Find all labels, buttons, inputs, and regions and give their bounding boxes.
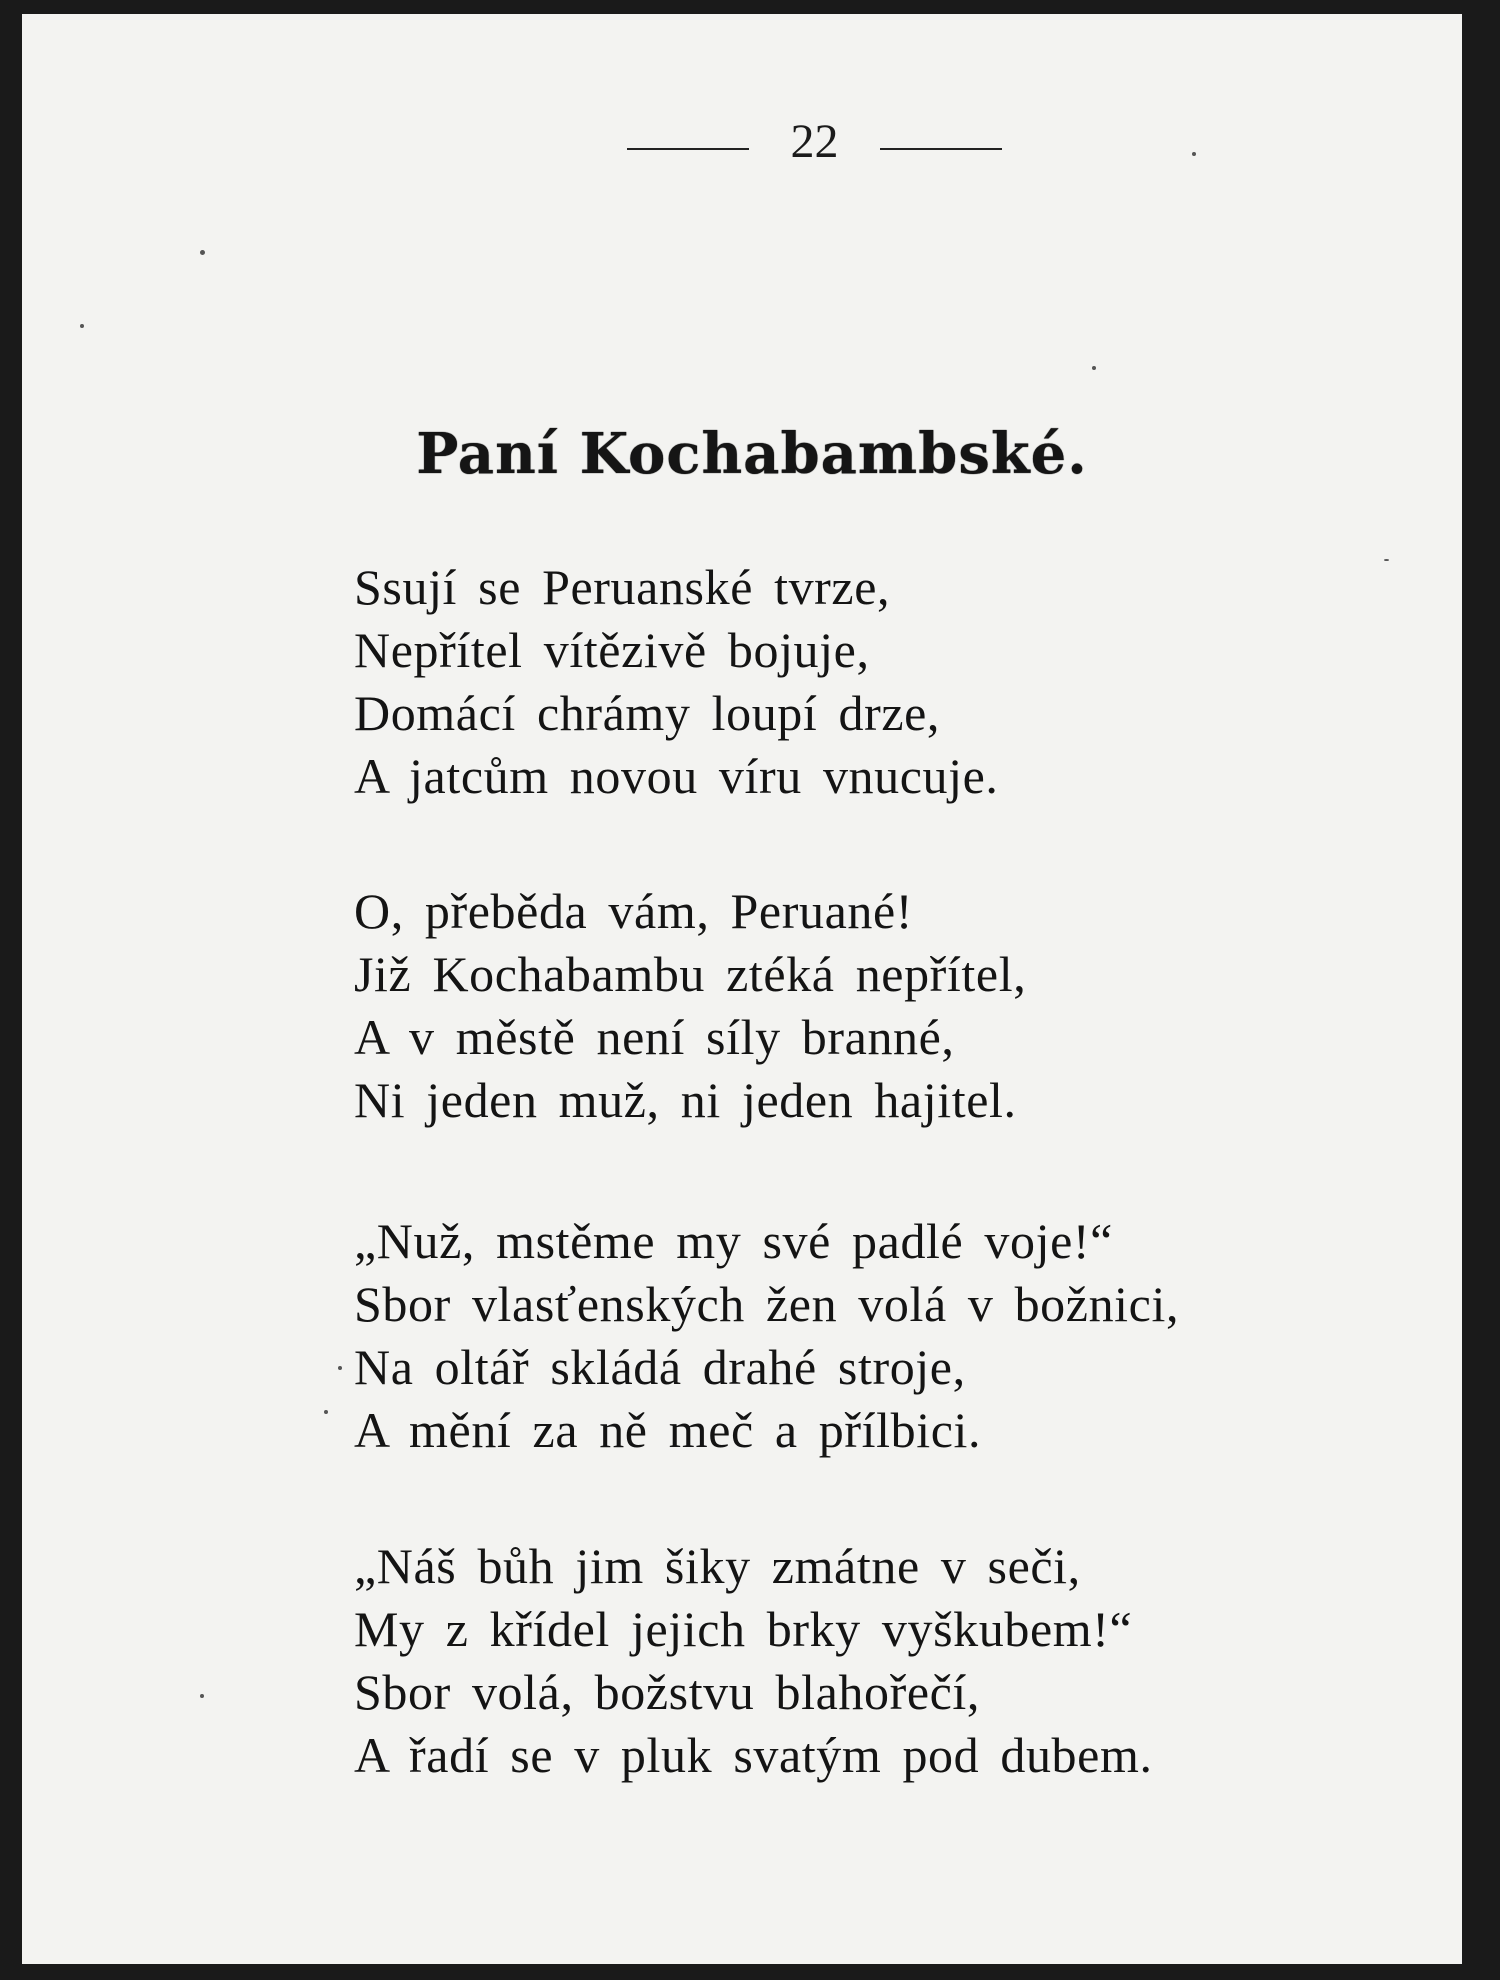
verse-line: Nepřítel vítězivě bojuje,	[354, 622, 870, 678]
verse-line: „Náš bůh jim šiky zmátne v seči,	[354, 1538, 1081, 1594]
book-page	[22, 14, 1462, 1964]
verse-line: Sbor vlasťenských žen volá v božnici,	[354, 1276, 1180, 1332]
verse-line: Ssují se Peruanské tvrze,	[354, 559, 891, 615]
verse-line: Sbor volá, božstvu blahořečí,	[354, 1664, 980, 1720]
verse-line: A jatcům novou víru vnucuje.	[354, 748, 999, 804]
scan-speck	[324, 1410, 328, 1414]
stanza-4	[354, 1535, 1394, 1787]
page-header	[22, 112, 1462, 172]
verse-line: My z křídel jejich brky vyškubem!“	[354, 1601, 1133, 1657]
scan-speck	[200, 250, 205, 255]
verse-line: Již Kochabambu ztéká nepřítel,	[354, 946, 1027, 1002]
scan-speck	[1192, 152, 1196, 156]
page-number: 22	[790, 115, 839, 168]
verse-line: A v městě není síly branné,	[354, 1009, 955, 1065]
verse-line: Ni jeden muž, ni jeden hajitel.	[354, 1072, 1017, 1128]
scan-speck	[80, 324, 84, 328]
scan-speck	[200, 1694, 204, 1698]
verse-line: „Nuž, mstěme my své padlé voje!“	[354, 1213, 1113, 1269]
stanza-2	[354, 880, 1394, 1132]
verse-line: O, přeběda vám, Peruané!	[354, 883, 914, 939]
scan-speck	[338, 1366, 342, 1370]
header-rule-right	[880, 148, 1002, 150]
verse-line: A řadí se v pluk svatým pod dubem.	[354, 1727, 1153, 1783]
stanza-3	[354, 1210, 1394, 1462]
poem-title: Paní Kochabambské.	[416, 421, 1088, 487]
scan-speck	[1092, 366, 1096, 370]
verse-line: Na oltář skládá drahé stroje,	[354, 1339, 966, 1395]
header-rule-left	[627, 148, 749, 150]
stanza-1	[354, 556, 1394, 808]
verse-line: A mění za ně meč a přílbici.	[354, 1402, 982, 1458]
scan-speck	[1384, 559, 1389, 561]
verse-line: Domácí chrámy loupí drze,	[354, 685, 941, 741]
